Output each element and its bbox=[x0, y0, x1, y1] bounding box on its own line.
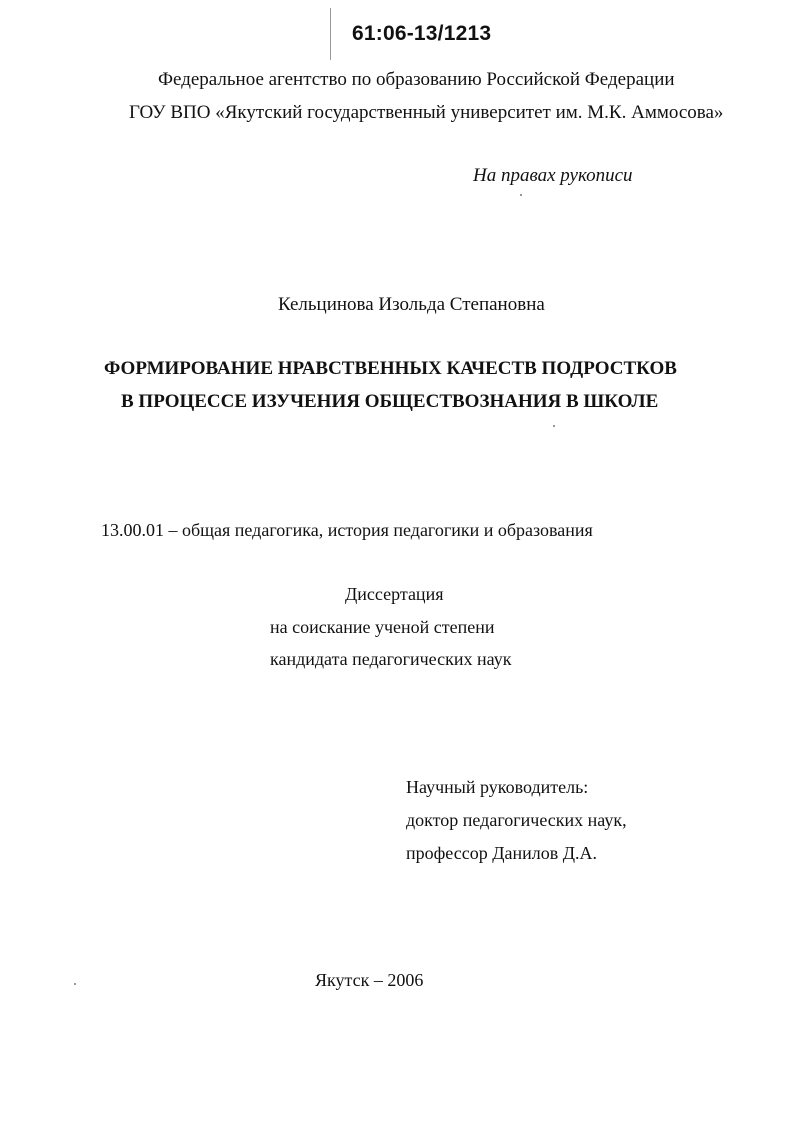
degree-type: Диссертация bbox=[345, 584, 444, 604]
degree-purpose: на соискание ученой степени bbox=[270, 617, 495, 637]
archive-number: 61:06-13/1213 bbox=[352, 22, 492, 45]
degree-field: кандидата педагогических наук bbox=[270, 649, 512, 669]
supervisor-name: профессор Данилов Д.А. bbox=[406, 843, 598, 863]
scan-speck bbox=[520, 194, 522, 196]
scan-speck bbox=[553, 425, 555, 427]
scan-speck bbox=[74, 983, 76, 985]
author-name: Кельцинова Изольда Степановна bbox=[278, 294, 545, 315]
dissertation-title-line-2: В ПРОЦЕССЕ ИЗУЧЕНИЯ ОБЩЕСТВОЗНАНИЯ В ШКОЛЕ bbox=[121, 391, 659, 412]
supervisor-label: Научный руководитель: bbox=[406, 777, 589, 797]
city-year: Якутск – 2006 bbox=[315, 970, 424, 990]
specialty-code: 13.00.01 – общая педагогика, история педагогики и образования bbox=[101, 520, 593, 540]
supervisor-degree: доктор педагогических наук, bbox=[406, 810, 627, 830]
scan-margin-line bbox=[330, 8, 331, 60]
dissertation-title-line-1: ФОРМИРОВАНИЕ НРАВСТВЕННЫХ КАЧЕСТВ ПОДРОСТКОВ bbox=[104, 358, 677, 379]
agency-name: Федеральное агентство по образованию Российской Федерации bbox=[158, 69, 675, 90]
university-name: ГОУ ВПО «Якутский государственный университет им. М.К. Аммосова» bbox=[129, 102, 724, 123]
manuscript-rights-note: На правах рукописи bbox=[473, 165, 633, 186]
